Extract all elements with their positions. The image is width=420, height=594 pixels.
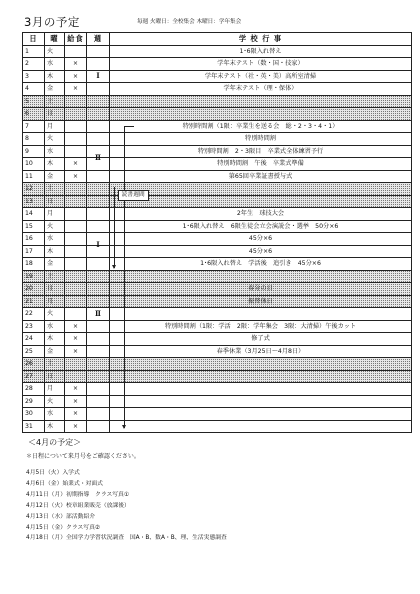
day-cell: 8	[23, 133, 45, 146]
period-arrow-top	[124, 126, 134, 127]
day-cell: 10	[23, 158, 45, 171]
event-cell: 45分×6	[110, 245, 412, 258]
weekday-cell: 水	[45, 408, 65, 421]
week-cell	[87, 120, 110, 133]
lunch-cell: ×	[65, 58, 87, 71]
table-row	[23, 133, 412, 146]
weekday-cell: 木	[45, 333, 65, 346]
lunch-cell	[65, 133, 87, 146]
weekday-cell: 木	[45, 158, 65, 171]
header-week: 週	[87, 33, 110, 46]
table-row	[23, 358, 412, 371]
table-row	[23, 270, 412, 283]
event-cell: 1･6限入れ替え	[110, 45, 412, 58]
lunch-cell: ×	[65, 383, 87, 396]
week-cell	[87, 133, 110, 146]
event-cell: 2年生 球技大会	[110, 208, 412, 221]
term-label: Ⅰ	[96, 240, 100, 249]
week-cell	[87, 420, 110, 433]
event-cell	[110, 95, 412, 108]
event-cell: 振替休日	[110, 295, 412, 308]
april-list	[26, 468, 406, 544]
table-row	[23, 370, 412, 383]
event-cell: 特別時間割	[110, 133, 412, 146]
day-cell: 11	[23, 170, 45, 183]
table-row	[23, 145, 412, 158]
week-cell	[87, 283, 110, 296]
table-row	[23, 395, 412, 408]
day-cell: 2	[23, 58, 45, 71]
day-cell: 24	[23, 333, 45, 346]
table-row	[23, 345, 412, 358]
reading-week-label: 読書週間	[118, 190, 149, 201]
lunch-cell	[65, 283, 87, 296]
event-cell: 特別時間割 2・3限目 卒業式全体練習予行	[110, 145, 412, 158]
table-row	[23, 120, 412, 133]
lunch-cell: ×	[65, 158, 87, 171]
weekday-cell: 火	[45, 133, 65, 146]
week-cell	[87, 108, 110, 121]
event-cell	[110, 420, 412, 433]
week-cell	[87, 258, 110, 271]
event-cell: 1･6限入れ替え 学活後 追引き 45分×6	[110, 258, 412, 271]
table-row	[23, 183, 412, 196]
week-cell	[87, 345, 110, 358]
event-cell	[110, 358, 412, 371]
event-cell: 第65回卒業証書授与式	[110, 170, 412, 183]
weekday-cell: 土	[45, 270, 65, 283]
header-lunch: 給食	[65, 33, 87, 46]
lunch-cell	[65, 308, 87, 321]
day-cell: 17	[23, 245, 45, 258]
weekday-cell: 金	[45, 83, 65, 96]
weekday-cell: 日	[45, 108, 65, 121]
table-row	[23, 195, 412, 208]
lunch-cell	[65, 108, 87, 121]
day-cell: 15	[23, 220, 45, 233]
week-cell	[87, 370, 110, 383]
week-cell	[87, 320, 110, 333]
table-row	[23, 320, 412, 333]
event-cell	[110, 270, 412, 283]
event-cell: 春季休業（3月25日～4月8日）	[110, 345, 412, 358]
lunch-cell	[65, 183, 87, 196]
table-header-row	[23, 33, 412, 46]
week-cell	[87, 333, 110, 346]
week-cell	[87, 208, 110, 221]
header-events: 学 校 行 事	[110, 33, 412, 46]
day-cell: 28	[23, 383, 45, 396]
day-cell: 27	[23, 370, 45, 383]
table-row	[23, 70, 412, 83]
lunch-cell	[65, 45, 87, 58]
lunch-cell	[65, 370, 87, 383]
week-cell	[87, 170, 110, 183]
lunch-cell	[65, 95, 87, 108]
day-cell: 31	[23, 420, 45, 433]
table-row	[23, 283, 412, 296]
term-label: Ⅱ	[95, 308, 101, 318]
day-cell: 26	[23, 358, 45, 371]
week-cell	[87, 220, 110, 233]
lunch-cell	[65, 358, 87, 371]
march-schedule-table	[22, 32, 412, 433]
event-cell: 特別時間割 午後 卒業式準備	[110, 158, 412, 171]
list-item: 4月12日（火）校章組業販売（放課後）	[26, 502, 130, 509]
lunch-cell	[65, 295, 87, 308]
lunch-cell	[65, 258, 87, 271]
table-row	[23, 208, 412, 221]
weekday-cell: 金	[45, 345, 65, 358]
day-cell: 25	[23, 345, 45, 358]
day-cell: 22	[23, 308, 45, 321]
weekday-cell: 月	[45, 383, 65, 396]
day-cell: 23	[23, 320, 45, 333]
lunch-cell: ×	[65, 395, 87, 408]
lunch-cell	[65, 220, 87, 233]
event-cell	[110, 395, 412, 408]
list-item: 4月6日（金）始業式・対面式	[26, 480, 103, 487]
lunch-cell: ×	[65, 345, 87, 358]
table-row	[23, 108, 412, 121]
weekday-cell: 火	[45, 45, 65, 58]
april-note: ＊日程について来月号をご確認ください。	[26, 453, 140, 460]
table-row	[23, 58, 412, 71]
day-cell: 12	[23, 183, 45, 196]
day-cell: 16	[23, 233, 45, 246]
weekday-cell: 火	[45, 220, 65, 233]
april-section	[26, 437, 406, 544]
weekday-cell: 日	[45, 195, 65, 208]
day-cell: 4	[23, 83, 45, 96]
event-cell: 学年末テスト（理・保体）	[110, 83, 412, 96]
event-cell	[110, 383, 412, 396]
lunch-cell: ×	[65, 420, 87, 433]
day-cell: 13	[23, 195, 45, 208]
weekday-cell: 金	[45, 258, 65, 271]
lunch-cell	[65, 245, 87, 258]
lunch-cell: ×	[65, 170, 87, 183]
lunch-cell: ×	[65, 408, 87, 421]
weekday-cell: 月	[45, 208, 65, 221]
table-row	[23, 245, 412, 258]
weekday-cell: 木	[45, 245, 65, 258]
weekday-cell: 日	[45, 283, 65, 296]
week-cell	[87, 95, 110, 108]
page-title: 3月の予定	[24, 15, 80, 29]
weekday-cell: 土	[45, 95, 65, 108]
lunch-cell: ×	[65, 333, 87, 346]
event-cell	[110, 108, 412, 121]
weekday-cell: 火	[45, 395, 65, 408]
day-cell: 6	[23, 108, 45, 121]
event-cell: 1･6限入れ替え 6限生徒会立会演説会・選挙 50分×6	[110, 220, 412, 233]
lunch-cell	[65, 120, 87, 133]
weekday-cell: 木	[45, 420, 65, 433]
weekday-cell: 水	[45, 320, 65, 333]
event-cell	[110, 183, 412, 196]
weekday-cell: 水	[45, 233, 65, 246]
list-item: 4月13日（水）部活動紹介	[26, 513, 96, 520]
weekday-cell: 土	[45, 358, 65, 371]
day-cell: 19	[23, 270, 45, 283]
weekday-cell: 月	[45, 295, 65, 308]
week-cell	[87, 45, 110, 58]
weekday-cell: 日	[45, 370, 65, 383]
table-row	[23, 308, 412, 321]
table-row	[23, 333, 412, 346]
table-row	[23, 420, 412, 433]
weekday-cell: 水	[45, 145, 65, 158]
table-row	[23, 45, 412, 58]
list-item: 4月11日（月）初期指導 クラス写真①	[26, 491, 130, 498]
header-weekday: 曜	[45, 33, 65, 46]
table-row	[23, 170, 412, 183]
lunch-cell: ×	[65, 83, 87, 96]
day-cell: 21	[23, 295, 45, 308]
table-row	[23, 258, 412, 271]
april-title: ＜4月の予定＞	[28, 438, 82, 447]
table-row	[23, 233, 412, 246]
week-cell	[87, 383, 110, 396]
table-row	[23, 83, 412, 96]
table-row	[23, 295, 412, 308]
day-cell: 3	[23, 70, 45, 83]
event-cell: 学年末テスト（数・国・技家）	[110, 58, 412, 71]
lunch-cell: ×	[65, 70, 87, 83]
table-row	[23, 220, 412, 233]
day-cell: 20	[23, 283, 45, 296]
event-cell: 特別時間割（1限：学活 2限：学年集会 3限：大清掃）午後カット	[110, 320, 412, 333]
week-cell	[87, 358, 110, 371]
weekday-cell: 月	[45, 120, 65, 133]
week-cell	[87, 195, 110, 208]
day-cell: 7	[23, 120, 45, 133]
week-cell	[87, 83, 110, 96]
term-label: Ⅱ	[95, 152, 101, 162]
weekly-note: 毎週 火曜日：全校集会 木曜日：学年集会	[137, 19, 242, 25]
day-cell: 9	[23, 145, 45, 158]
weekday-cell: 火	[45, 308, 65, 321]
table-row	[23, 383, 412, 396]
event-cell: 特別時間割（1限：卒業生を送る会 総・2・3・4・1）	[110, 120, 412, 133]
event-cell	[110, 308, 412, 321]
week-cell	[87, 295, 110, 308]
weekday-cell: 木	[45, 70, 65, 83]
day-cell: 18	[23, 258, 45, 271]
day-cell: 14	[23, 208, 45, 221]
lunch-cell	[65, 233, 87, 246]
weekday-cell: 金	[45, 170, 65, 183]
event-cell: 修了式	[110, 333, 412, 346]
table-row	[23, 95, 412, 108]
event-cell	[110, 370, 412, 383]
day-cell: 5	[23, 95, 45, 108]
period-arrow	[124, 126, 125, 428]
weekday-cell: 土	[45, 183, 65, 196]
week-cell	[87, 395, 110, 408]
lunch-cell	[65, 208, 87, 221]
term-label: Ⅰ	[96, 71, 100, 81]
day-cell: 30	[23, 408, 45, 421]
event-cell	[110, 195, 412, 208]
week-cell	[87, 270, 110, 283]
period-arrow	[114, 187, 115, 269]
event-cell: 45分×6	[110, 233, 412, 246]
list-item: 4月15日（金）クラス写真②	[26, 524, 101, 531]
lunch-cell	[65, 195, 87, 208]
event-cell: 春分の日	[110, 283, 412, 296]
weekday-cell: 水	[45, 58, 65, 71]
header-day: 日	[23, 33, 45, 46]
table-row	[23, 158, 412, 171]
week-cell	[87, 183, 110, 196]
day-cell: 29	[23, 395, 45, 408]
week-cell	[87, 58, 110, 71]
list-item: 4月5日（火）入学式	[26, 470, 80, 476]
table-row	[23, 408, 412, 421]
lunch-cell: ×	[65, 320, 87, 333]
event-cell: 学年末テスト（社・英・美）高所室清掃	[110, 70, 412, 83]
event-cell	[110, 408, 412, 421]
lunch-cell	[65, 270, 87, 283]
page-header	[24, 14, 414, 30]
lunch-cell	[65, 145, 87, 158]
list-item: 4月18日（月）全国学力学習状況調査 国A・B、数A・B、理、生活実態調査	[26, 535, 227, 542]
week-cell	[87, 408, 110, 421]
day-cell: 1	[23, 45, 45, 58]
